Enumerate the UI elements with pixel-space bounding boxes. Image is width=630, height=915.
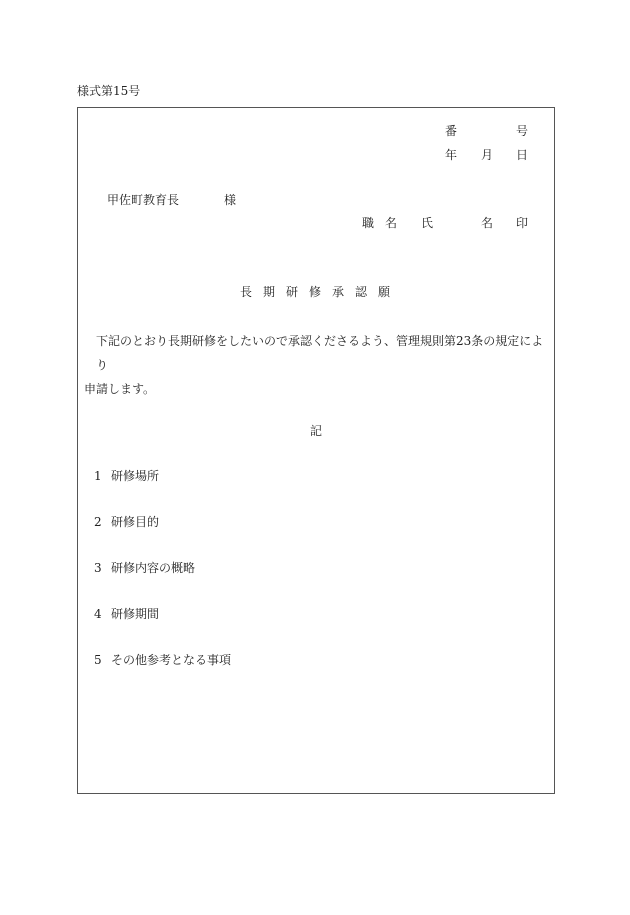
date-month-label: 月 bbox=[481, 148, 494, 162]
item-number: 1 bbox=[94, 469, 102, 483]
date-day-label: 日 bbox=[516, 148, 529, 162]
form-number: 様式第15号 bbox=[77, 84, 141, 98]
addressee-honorific: 様 bbox=[224, 193, 237, 207]
list-item bbox=[94, 607, 159, 621]
item-number: 3 bbox=[94, 561, 102, 575]
list-item bbox=[94, 653, 231, 667]
body-paragraph bbox=[84, 329, 552, 401]
document-title: 長期研修承認願 bbox=[240, 285, 402, 299]
number-label-ban: 番 bbox=[445, 124, 458, 138]
item-label: 研修期間 bbox=[111, 607, 160, 621]
form-frame bbox=[77, 107, 555, 794]
item-label: 研修内容の概略 bbox=[111, 561, 196, 575]
item-number: 5 bbox=[94, 653, 102, 667]
body-line-2: 申請します。 bbox=[84, 382, 156, 396]
body-line-1: 下記のとおり長期研修をしたいので承認くださるよう、管理規則第23条の規定により bbox=[96, 334, 544, 372]
date-year-label: 年 bbox=[445, 148, 458, 162]
addressee-name: 甲佐町教育長 bbox=[107, 193, 180, 207]
list-item bbox=[94, 515, 159, 529]
number-label-go: 号 bbox=[516, 124, 529, 138]
applicant-position-1: 職 bbox=[362, 216, 375, 230]
item-label: 研修目的 bbox=[111, 515, 160, 529]
applicant-seal: 印 bbox=[516, 216, 529, 230]
list-item bbox=[94, 469, 159, 483]
item-label: 研修場所 bbox=[111, 469, 160, 483]
applicant-position-2: 名 bbox=[385, 216, 398, 230]
ki-heading: 記 bbox=[310, 424, 323, 438]
item-number: 4 bbox=[94, 607, 102, 621]
applicant-name-2: 名 bbox=[481, 216, 494, 230]
item-label: その他参考となる事項 bbox=[111, 653, 232, 667]
list-item bbox=[94, 561, 195, 575]
applicant-name-1: 氏 bbox=[421, 216, 434, 230]
item-number: 2 bbox=[94, 515, 102, 529]
